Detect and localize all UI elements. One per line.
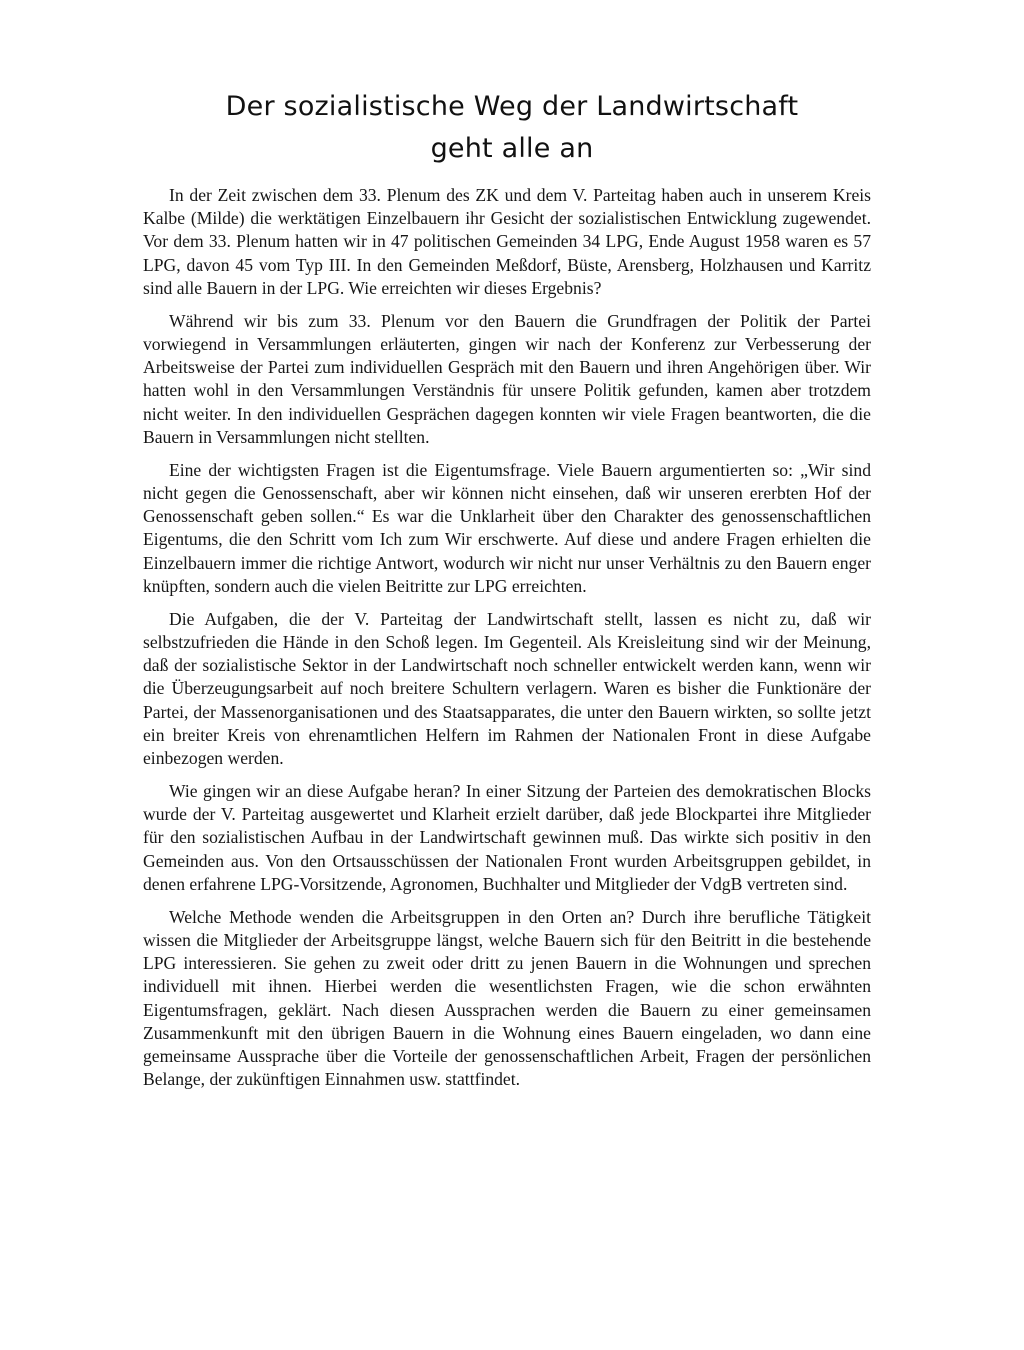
title-line-2: geht alle an (430, 133, 594, 164)
paragraph-4: Die Aufgaben, die der V. Parteitag der Landwirtschaft stellt, lassen es nicht zu, daß wir selbstzufrieden die Hände in den Schoß legen. Im Gegenteil. Als Kreisleitung sind wir der Meinung, daß der sozialistische Sektor in der Landwirtschaft noch schneller entwickelt werden kann, wenn wir die Überzeugungsarbeit auf noch breitere Schultern verlagern. Waren es bisher die Funktionäre der Partei, der Massenorganisationen und des Staatsapparates, die unter den Bauern wirkten, so sollte jetzt ein breiter Kreis von ehrenamtlichen Helfern im Rahmen der Nationalen Front in diese Aufgabe einbezogen werden. (143, 608, 871, 769)
paragraph-5: Wie gingen wir an diese Aufgabe heran? In einer Sitzung der Parteien des demokratischen Blocks wurde der V. Parteitag ausgewertet und Klarheit erzielt darüber, daß jede Blockpartei ihre Mitglieder für den sozialistischen Aufbau in der Landwirtschaft gewinnen muß. Das wirkte sich positiv in den Gemeinden aus. Von den Ortsausschüssen der Nationalen Front wurden Arbeitsgruppen gebildet, in denen erfahrene LPG-Vorsitzende, Agronomen, Buchhalter und Mitglieder der VdgB vertreten sind. (143, 781, 871, 894)
paragraph-3: Eine der wichtigsten Fragen ist die Eigentumsfrage. Viele Bauern argumentierten so: „Wir sind nicht gegen die Genossenschaft, aber wir können nicht einsehen, daß wir unseren ererbten Hof der Genossenschaft geben sollen.“ Es war die Unklarheit über den Charakter des genossenschaftlichen Eigentums, die den Schritt vom Ich zum Wir erschwerte. Auf diese und andere Fragen erhielten die Einzelbauern immer die richtige Antwort, wodurch wir nicht nur unser Verhältnis zu den Bauern enger knüpften, sondern auch die vielen Beitritte zur LPG erreichten. (143, 459, 871, 596)
paragraph-1: In der Zeit zwischen dem 33. Plenum des ZK und dem V. Parteitag haben auch in unserem Kreis Kalbe (Milde) die werktätigen Einzelbauern ihr Gesicht der sozialistischen Entwicklung zugewendet. Vor dem 33. Plenum hatten wir in 47 politischen Gemeinden 34 LPG, Ende August 1958 waren es 57 LPG, davon 45 vom Typ III. In den Gemeinden Meßdorf, Büste, Arensberg, Holzhausen und Karritz sind alle Bauern in der LPG. Wie erreichten wir dieses Ergebnis? (143, 185, 871, 298)
title-line-1: Der sozialistische Weg der Landwirtschaft (225, 91, 799, 122)
article-body (143, 184, 871, 1101)
paragraph-6: Welche Methode wenden die Arbeitsgruppen in den Orten an? Durch ihre berufliche Tätigkeit wissen die Mitglieder der Arbeitsgruppe längst, welche Bauern sich für den Beitritt in die bestehende LPG interessieren. Sie gehen zu zweit oder dritt zu jenen Bauern in die Wohnungen und sprechen individuell mit ihnen. Hierbei werden die wesentlichsten Fragen, wie die schon erwähnten Eigentumsfragen, geklärt. Nach diesen Aussprachen werden die Bauern zu einer gemeinsamen Zusammenkunft mit den übrigen Bauern in die Wohnung eines Bauern eingeladen, wo dann eine gemeinsame Aussprache über die Vorteile der genossenschaftlichen Arbeit, Fragen der persönlichen Belange, der zukünftigen Einnahmen usw. stattfindet. (143, 906, 871, 1090)
page-title (0, 86, 1024, 170)
paragraph-2: Während wir bis zum 33. Plenum vor den Bauern die Grundfragen der Politik der Partei vorwiegend in Versammlungen erläuterten, gingen wir nach der Konferenz zur Verbesserung der Arbeitsweise der Partei zum individuellen Gespräch mit den Bauern und ihren Angehörigen über. Wir hatten wohl in den Versammlungen Verständnis für unsere Politik gefunden, kamen aber trotzdem nicht weiter. In den individuellen Gesprächen dagegen konnten wir viele Fragen beantworten, die die Bauern in Versammlungen nicht stellten. (143, 310, 871, 447)
